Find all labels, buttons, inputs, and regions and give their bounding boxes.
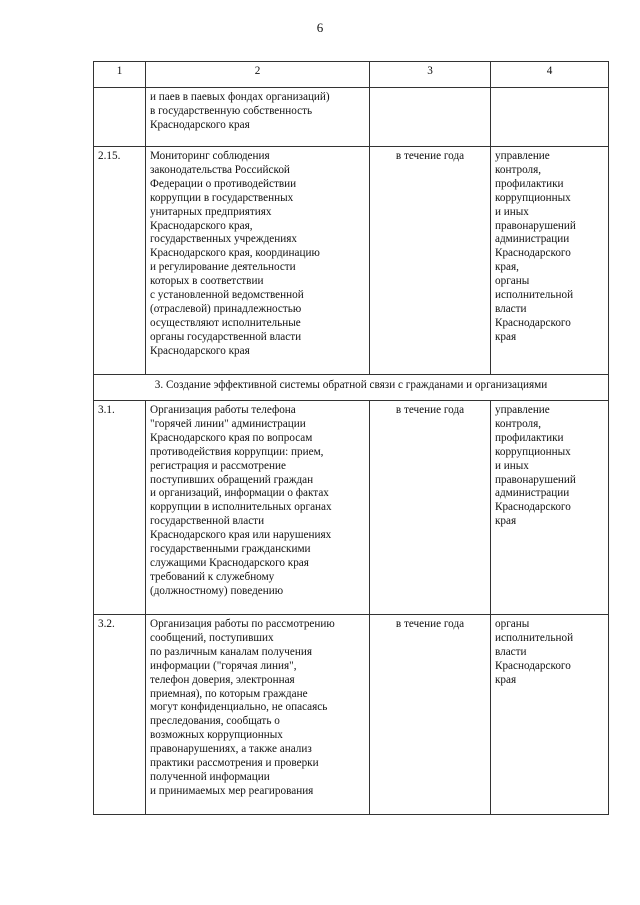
row-activity-cell: Мониторинг соблюдения законодательства Российской Федерации о противодействии коррупции в государственных унитарных предприятиях Краснодарского края, государственных учреждениях Краснодарского края, координацию и регулирование деятельности которых в соответствии с установленной ведомственной (отраслевой) принадлежностью осуществляют исполнительные органы государственной власти Краснодарского края: [146, 147, 370, 375]
row-responsible-cell: органы исполнительной власти Краснодарского края: [491, 615, 609, 815]
measures-table: [93, 61, 609, 815]
row-activity-cell: и паев в паевых фондах организаций) в государственную собственность Краснодарского края: [146, 88, 370, 147]
row-number-cell: 3.2.: [94, 615, 146, 815]
header-cell-number: 1: [94, 62, 146, 88]
row-activity-cell: Организация работы телефона "горячей линии" администрации Краснодарского края по вопросам противодействия коррупции: прием, регистрация и рассмотрение поступивших обращений граждан и организаций, информации о фактах коррупции в исполнительных органах государственной власти Краснодарского края или нарушениях государственными гражданскими служащими Краснодарского края требований к служебному (должностному) поведению: [146, 401, 370, 615]
table-row: [94, 147, 609, 375]
table-row: [94, 401, 609, 615]
row-term-cell: в течение года: [370, 147, 491, 375]
section-heading: 3. Создание эффективной системы обратной связи с гражданами и организациями: [94, 375, 609, 401]
row-responsible-cell: управление контроля, профилактики коррупционных и иных правонарушений администрации Краснодарского края: [491, 401, 609, 615]
header-cell-term: 3: [370, 62, 491, 88]
row-activity-cell: Организация работы по рассмотрению сообщений, поступивших по различным каналам получения информации ("горячая линия", телефон доверия, электронная приемная), по которым граждане могут конфиденциально, не опасаясь преследования, сообщать о возможных коррупционных правонарушениях, а также анализ практики рассмотрения и проверки полученной информации и принимаемых мер реагирования: [146, 615, 370, 815]
header-cell-responsible: 4: [491, 62, 609, 88]
row-number-cell: 3.1.: [94, 401, 146, 615]
row-term-cell: в течение года: [370, 615, 491, 815]
table-row: [94, 88, 609, 147]
section-heading-row: [94, 375, 609, 401]
row-responsible-cell: управление контроля, профилактики коррупционных и иных правонарушений администрации Краснодарского края, органы исполнительной власти Краснодарского края: [491, 147, 609, 375]
table-header-row: [94, 62, 609, 88]
row-number-cell: [94, 88, 146, 147]
table-row: [94, 615, 609, 815]
row-term-cell: [370, 88, 491, 147]
row-number-cell: 2.15.: [94, 147, 146, 375]
page-number: 6: [316, 20, 324, 35]
header-cell-activity: 2: [146, 62, 370, 88]
row-responsible-cell: [491, 88, 609, 147]
row-term-cell: в течение года: [370, 401, 491, 615]
